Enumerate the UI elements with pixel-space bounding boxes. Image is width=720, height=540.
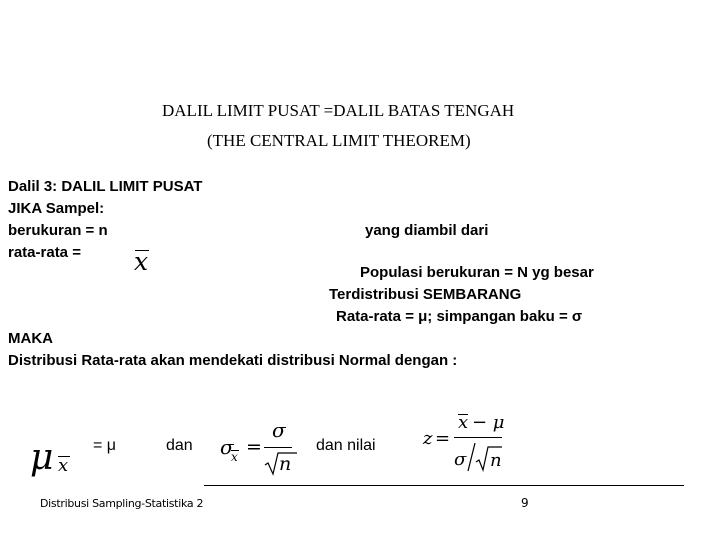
equals-sign: =	[246, 436, 262, 458]
x-bar-variable: x	[458, 412, 469, 433]
and-value-label: dan nilai	[316, 437, 376, 454]
title-line-2: (THE CENTRAL LIMIT THEOREM)	[207, 131, 471, 150]
numerator-sigma: σ	[272, 418, 286, 442]
mu-subscript: x	[58, 455, 69, 476]
minus-mu: − μ	[472, 412, 505, 433]
sigma-symbol: σ	[220, 435, 234, 459]
footer-divider	[204, 485, 684, 486]
mean-label: rata-rata =	[8, 244, 81, 261]
conclusion-line: Distribusi Rata-rata akan mendekati distribusi Normal dengan :	[8, 352, 458, 369]
equals-mu: = μ	[93, 437, 117, 454]
sample-size-line: berukuran = n	[8, 222, 108, 239]
fraction-bar	[454, 437, 502, 438]
then-label: MAKA	[8, 330, 53, 347]
z-score-formula	[423, 410, 509, 476]
parameters-line: Rata-rata = μ; simpangan baku = σ	[336, 308, 583, 325]
taken-from-line: yang diambil dari	[365, 222, 489, 239]
population-line: Populasi berukuran = N yg besar	[360, 264, 594, 281]
denominator-sigma: σ	[454, 449, 467, 470]
x-bar-symbol	[133, 248, 151, 276]
page-number: 9	[521, 496, 529, 510]
sigma-subscript: x	[231, 450, 238, 464]
x-variable: x	[134, 247, 149, 276]
denominator-n: n	[490, 450, 502, 471]
if-sample-line: JIKA Sampel:	[8, 200, 105, 217]
fraction-bar	[264, 447, 292, 448]
theorem-heading: Dalil 3: DALIL LIMIT PUSAT	[8, 178, 203, 195]
distribution-line: Terdistribusi SEMBARANG	[329, 286, 522, 303]
footer-course-title: Distribusi Sampling-Statistika 2	[40, 497, 204, 510]
equals-sign: =	[435, 428, 451, 449]
standard-error-formula	[218, 418, 298, 478]
mu-x-bar-symbol	[30, 437, 76, 479]
mu-symbol: μ	[30, 437, 54, 478]
sqrt-n: n	[279, 453, 292, 475]
and-word: dan	[166, 437, 193, 454]
z-symbol: z	[423, 428, 433, 449]
title-line-1: DALIL LIMIT PUSAT =DALIL BATAS TENGAH	[162, 101, 515, 120]
